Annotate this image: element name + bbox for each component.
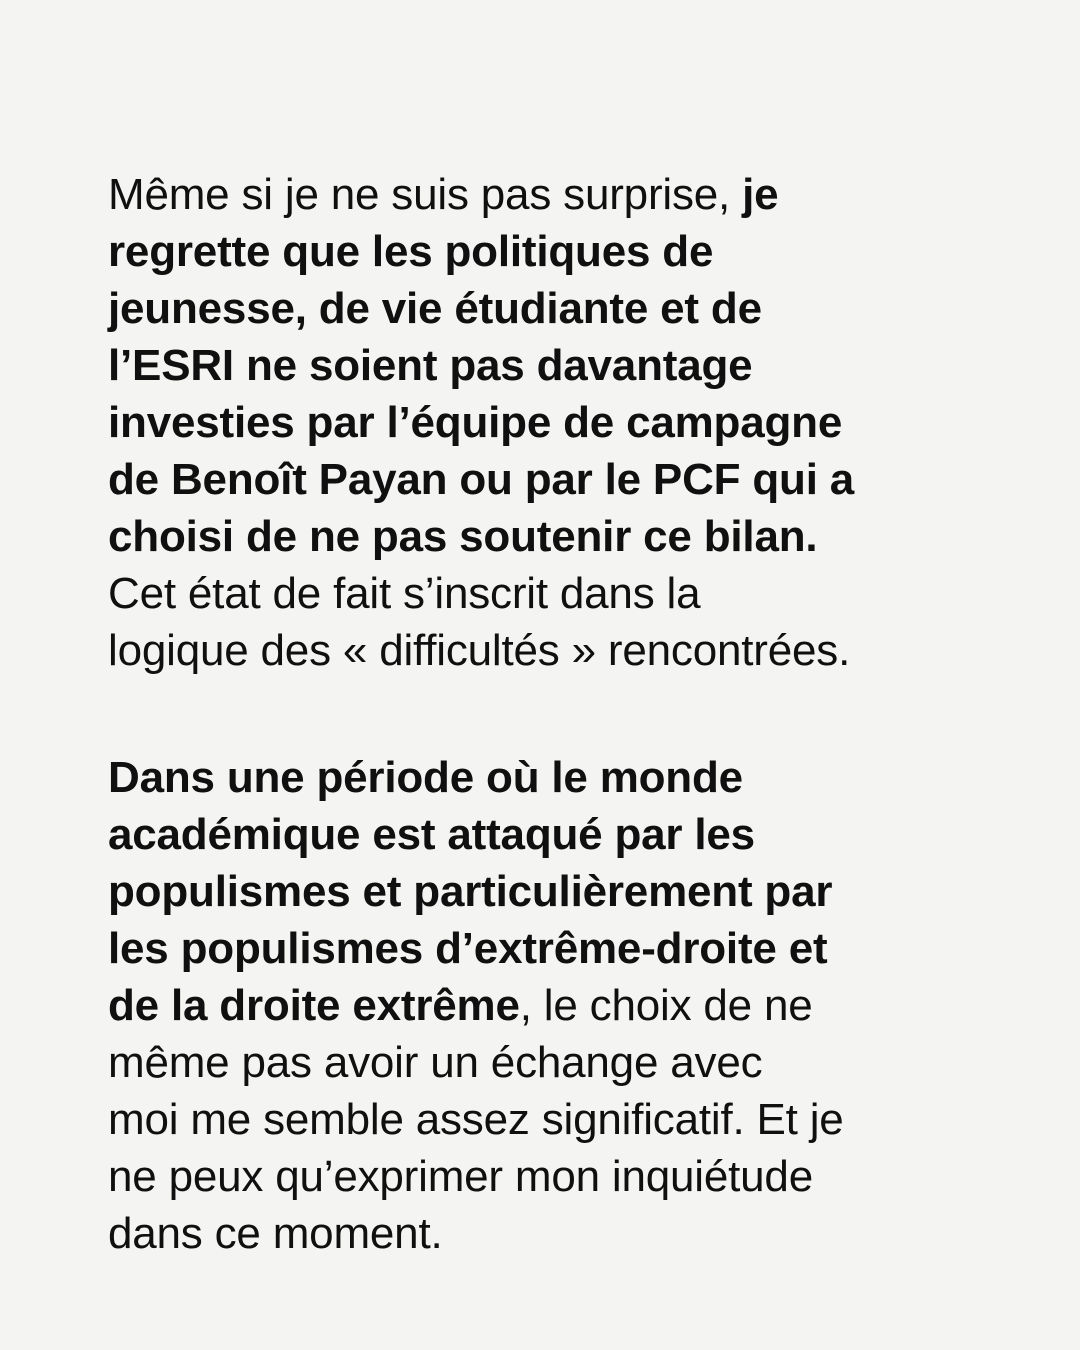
regular-text-segment: logique des « difficultés » rencontrées. [108,626,851,675]
text-line [108,1205,978,1262]
bold-text-segment: je [742,170,779,219]
bold-text-segment: académique est attaqué par les [108,810,755,859]
regular-text-segment: même pas avoir un échange avec [108,1038,763,1087]
bold-text-segment: investies par l’équipe de campagne [108,398,843,447]
bold-text-segment: jeunesse, de vie étudiante et de [108,284,762,333]
text-line [108,622,978,679]
bold-text-segment: choisi de ne pas soutenir ce bilan. [108,512,818,561]
text-line [108,280,978,337]
regular-text-segment: moi me semble assez significatif. Et je [108,1095,844,1144]
bold-text-segment: les populismes d’extrême-droite et [108,924,828,973]
text-line [108,863,978,920]
text-line [108,223,978,280]
bold-text-segment: l’ESRI ne soient pas davantage [108,341,753,390]
regular-text-segment: Cet état de fait s’inscrit dans la [108,569,701,618]
text-line [108,508,978,565]
bold-text-segment: populismes et particulièrement par [108,867,833,916]
text-line [108,565,978,622]
paragraph [108,166,978,679]
bold-text-segment: de la droite extrême [108,981,520,1030]
paragraph [108,749,978,1262]
regular-text-segment: , le choix de ne [519,981,813,1030]
text-line [108,1091,978,1148]
text-line [108,166,978,223]
text-line [108,394,978,451]
text-line [108,451,978,508]
regular-text-segment: ne peux qu’exprimer mon inquiétude [108,1152,813,1201]
bold-text-segment: Dans une période où le monde [108,753,743,802]
regular-text-segment: Même si je ne suis pas surprise, [108,170,743,219]
bold-text-segment: de Benoît Payan ou par le PCF qui a [108,455,855,504]
text-line [108,1034,978,1091]
text-line [108,749,978,806]
text-line [108,806,978,863]
statement-text-block [108,166,978,1262]
bold-text-segment: regrette que les politiques de [108,227,714,276]
text-line [108,977,978,1034]
text-line [108,337,978,394]
regular-text-segment: dans ce moment. [108,1209,443,1258]
text-line [108,1148,978,1205]
text-line [108,920,978,977]
